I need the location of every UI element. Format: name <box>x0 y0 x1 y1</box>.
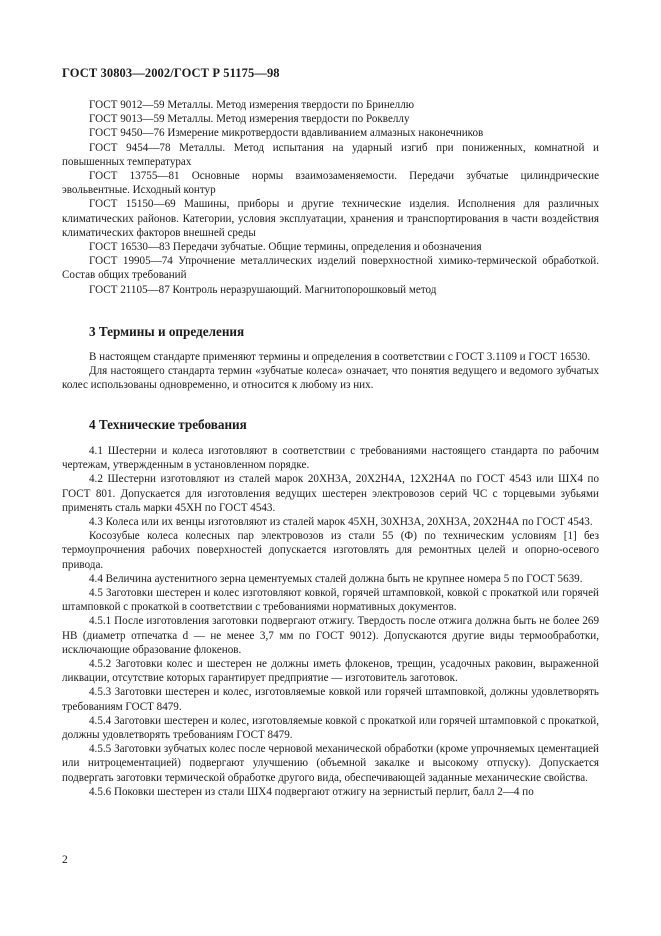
section-heading: 4 Технические требования <box>89 417 247 432</box>
paragraph: 4.5.4 Заготовки шестерен и колес, изготовляемые ковкой с прокаткой или горячей штамповкой с прокаткой, должны удовлетворять требованиям ГОСТ 8479. <box>62 714 599 742</box>
paragraph: 4.2 Шестерни изготовляют из сталей марок 20ХН3А, 20Х2Н4А, 12Х2Н4А по ГОСТ 4543 или ШХ4 по ГОСТ 801. Допускается для изготовления ведущих шестерен электровозов серий ЧС с торцевыми зубьями применять сталь марки 45ХН по ГОСТ 4543. <box>62 473 599 514</box>
paragraph: 4.5.1 После изготовления заготовки подвергают отжигу. Твердость после отжига должна быть не более 269 НВ (диаметр отпечатка d — не менее 3,7 мм по ГОСТ 9012). Допускаются другие виды термообработки, исключающие образование флокенов. <box>62 615 599 656</box>
reference-item: ГОСТ 15150—69 Машины, приборы и другие технические изделия. Исполнения для различных климатических районов. Категории, условия эксплуатации, хранения и транспортирования в части воздействия климатических факторов внешней среды <box>62 198 599 239</box>
paragraph: 4.5.2 Заготовки колес и шестерен не должны иметь флокенов, трещин, усадочных раковин, выраженной ликвации, отсутствие которых гарантирует предприятие — изготовитель заготовок. <box>62 658 599 685</box>
page-number: 2 <box>62 854 68 866</box>
reference-item: ГОСТ 21105—87 Контроль неразрушающий. Магнитопорошковый метод <box>89 283 437 296</box>
paragraph: 4.4 Величина аустенитного зерна цементуемых сталей должна быть не крупнее номера 5 по ГОСТ 5639. <box>89 572 583 585</box>
paragraph: Для настоящего стандарта термин «зубчатые колеса» означает, что понятия ведущего и ведомого зубчатых колес использованы одновременно, и относится к любому из них. <box>62 365 599 392</box>
paragraph: 4.5.3 Заготовки шестерен и колес, изготовляемые ковкой или горячей штамповкой, должны удовлетворять требованиям ГОСТ 8479. <box>62 686 599 713</box>
paragraph: 4.5 Заготовки шестерен и колес изготовляют ковкой, горячей штамповкой, ковкой с прокаткой или горячей штамповкой с прокаткой в соответствии с требованиями нормативных документов. <box>62 587 599 614</box>
page-header: ГОСТ 30803—2002/ГОСТ Р 51175—98 <box>62 66 280 80</box>
paragraph: 4.1 Шестерни и колеса изготовляют в соответствии с требованиями настоящего стандарта по рабочим чертежам, утвержденным в установленном порядке. <box>62 445 599 472</box>
paragraph: 4.5.6 Поковки шестерен из стали ШХ4 подвергают отжигу на зернистый перлит, балл 2—4 по <box>89 785 534 798</box>
section-3-body <box>62 350 599 393</box>
paragraph: 4.5.5 Заготовки зубчатых колес после черновой механической обработки (кроме упрочняемых цементацией или нитроцементацией) подвергают улучшению (объемной закалке и высокому отпуску). Допускается подвергать заготовки термической обработке другого вида, обеспечивающей заданные механические свойства. <box>62 743 599 784</box>
paragraph: В настоящем стандарте применяют термины и определения в соответствии с ГОСТ 3.1109 и ГОСТ 16530. <box>89 351 591 363</box>
reference-item: ГОСТ 9450—76 Измерение микротвердости вдавливанием алмазных наконечников <box>89 127 484 140</box>
section-heading: 3 Термины и определения <box>89 324 245 339</box>
paragraph: 4.3 Колеса или их венцы изготовляют из сталей марок 45ХН, 30ХН3А, 20ХН3А, 20Х2Н4А по ГОСТ 4543. <box>89 516 593 529</box>
reference-item: ГОСТ 9013—59 Металлы. Метод измерения твердости по Роквеллу <box>89 113 410 126</box>
references-list <box>62 98 599 297</box>
reference-item: ГОСТ 19905—74 Упрочнение металлических изделий поверхностной химико-термической обработкой. Состав общих требований <box>62 255 599 282</box>
reference-item: ГОСТ 16530—83 Передачи зубчатые. Общие термины, определения и обозначения <box>89 241 482 254</box>
paragraph: Косозубые колеса колесных пар электровозов из стали 55 (Ф) по техническим условиям [1] без термоупрочнения рабочих поверхностей допускается изготовлять для ремонтных целей и опорно-осевого привода. <box>62 530 599 571</box>
section-3-heading-wrap <box>62 324 599 340</box>
section-4-heading-wrap <box>62 417 599 433</box>
reference-item: ГОСТ 13755—81 Основные нормы взаимозаменяемости. Передачи зубчатые цилиндрические эвольвентные. Исходный контур <box>62 170 599 197</box>
section-4-body <box>62 444 599 799</box>
reference-item: ГОСТ 9012—59 Металлы. Метод измерения твердости по Бринеллю <box>89 99 415 111</box>
reference-item: ГОСТ 9454—78 Металлы. Метод испытания на ударный изгиб при пониженных, комнатной и повышенных температурах <box>62 141 599 168</box>
